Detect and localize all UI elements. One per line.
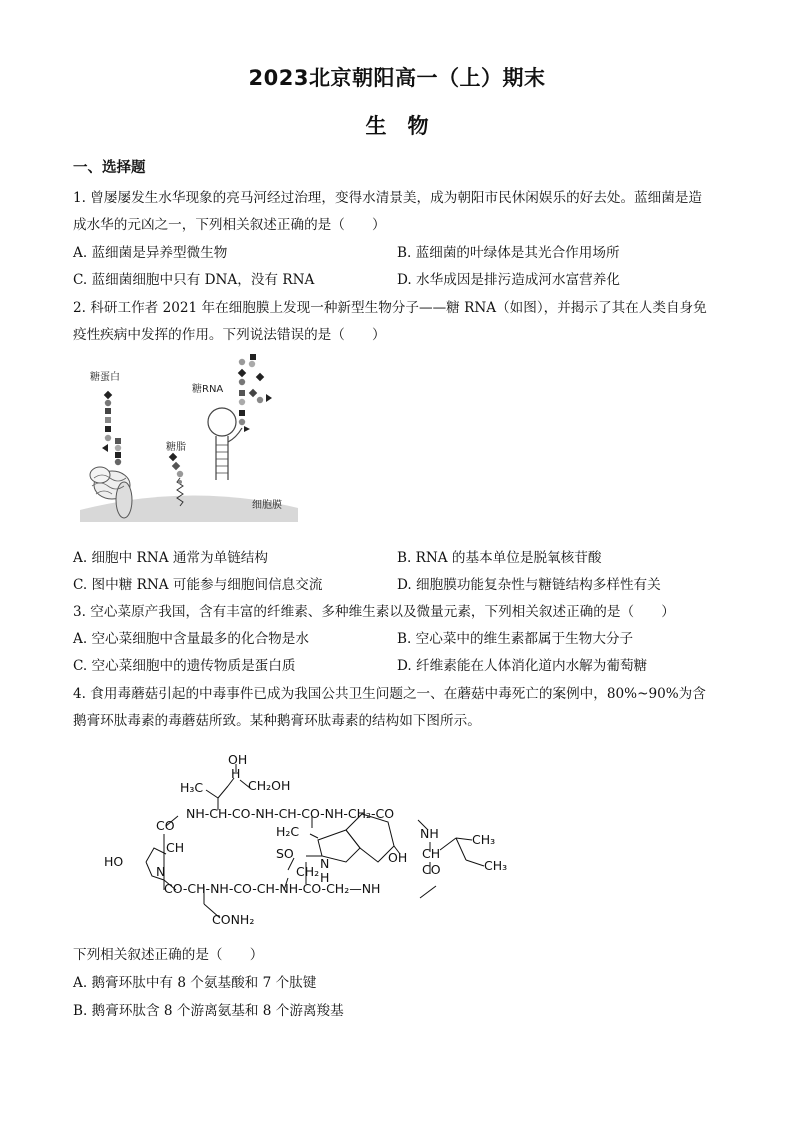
q2-stem-line2: 疫性疾病中发挥的作用。下列说法错误的是（ ） <box>73 327 386 343</box>
q1-stem-line1: 1. 曾屡屡发生水华现象的亮马河经过治理，变得水清景美，成为朝阳市民休闲娱乐的好去处。蓝细菌是造 <box>73 190 703 206</box>
q4-option-b: B. 鹅膏环肽含 8 个游离氨基和 8 个游离羧基 <box>73 1003 344 1019</box>
q4-stem-line1: 4. 食用毒蘑菇引起的中毒事件已成为我国公共卫生问题之一、在蘑菇中毒死亡的案例中，80%~90%为含 <box>73 686 706 702</box>
q1-option-a: A. 蓝细菌是异养型微生物 <box>73 245 228 261</box>
label-h-indole: H <box>320 870 330 885</box>
q3-option-d: D. 纤维素能在人体消化道内水解为葡萄糖 <box>397 658 648 674</box>
label-nh-right: NH <box>420 826 439 841</box>
chain-top-row: NH-CH-CO-NH-CH-CO-NH-CH₂-CO <box>186 806 395 821</box>
label-ch3-b: CH₃ <box>484 858 508 873</box>
label-ch3-a: CH₃ <box>472 832 496 847</box>
glycoprotein-chain <box>102 391 121 465</box>
q3-option-a: A. 空心菜细胞中含量最多的化合物是水 <box>73 631 309 647</box>
label-ho-left: HO <box>104 854 124 869</box>
q3-stem-line1: 3. 空心菜原产我国，含有丰富的纤维素、多种维生素以及微量元素，下列相关叙述正确的是（ ） <box>73 604 675 620</box>
label-oh-indole: OH <box>388 850 408 865</box>
label-h2c: H₂C <box>276 824 300 839</box>
label-co-left: CO <box>156 818 175 833</box>
q2-option-d: D. 细胞膜功能复杂性与糖链结构多样性有关 <box>397 577 661 593</box>
label-ch-ring: CH <box>166 840 185 855</box>
label-n-indole: N <box>320 856 330 871</box>
label-co-right: CO <box>422 862 441 877</box>
q1-option-d: D. 水华成因是排污造成河水富营养化 <box>397 272 620 288</box>
exam-title: 2023北京朝阳高一（上）期末 <box>248 66 546 90</box>
label-ch2oh: CH₂OH <box>248 778 291 793</box>
label-so: SO <box>276 846 294 861</box>
q3-option-b: B. 空心菜中的维生素都属于生物大分子 <box>397 631 634 647</box>
label-h: H <box>231 766 241 781</box>
q3-option-c: C. 空心菜细胞中的遗传物质是蛋白质 <box>73 658 296 674</box>
glycorna-structure <box>208 408 242 480</box>
q4-question: 下列相关叙述正确的是（ ） <box>73 947 264 963</box>
q4-option-a: A. 鹅膏环肽中有 8 个氨基酸和 7 个肽键 <box>73 975 317 991</box>
q2-option-c: C. 图中糖 RNA 可能参与细胞间信息交流 <box>73 577 323 593</box>
label-ch2-s: CH₂ <box>296 864 320 879</box>
label-glycoprotein: 糖蛋白 <box>90 372 120 383</box>
q1-option-c: C. 蓝细菌细胞中只有 DNA，没有 RNA <box>73 272 315 288</box>
label-glycolipid: 糖脂 <box>166 442 186 453</box>
label-h3c: H₃C <box>180 780 204 795</box>
label-ch-right: CH <box>422 846 441 861</box>
q1-stem-line2: 成水华的元凶之一，下列相关叙述正确的是（ ） <box>73 217 386 233</box>
subject-title: 生 物 <box>365 114 429 138</box>
glycorna-chain <box>238 354 272 432</box>
q4-stem-line2: 鹅膏环肽毒素的毒蘑菇所致。某种鹅膏环肽毒素的结构如下图所示。 <box>73 713 481 729</box>
label-cell-membrane: 细胞膜 <box>252 500 282 511</box>
label-oh-top: OH <box>228 752 248 767</box>
section-heading: 一、选择题 <box>73 160 146 176</box>
chain-bottom-row: CO-CH-NH-CO-CH-NH-CO-CH₂—NH <box>164 881 381 896</box>
label-glycorna: 糖RNA <box>192 384 224 395</box>
q2-option-a: A. 细胞中 RNA 通常为单链结构 <box>73 550 268 566</box>
q2-stem-line1: 2. 科研工作者 2021 年在细胞膜上发现一种新型生物分子——糖 RNA（如图），并揭示了其在人类自身免 <box>73 300 707 316</box>
amanitin-structure <box>100 750 520 935</box>
label-n-ring: N <box>156 864 166 879</box>
label-conh2: CONH₂ <box>212 912 255 927</box>
glyco-rna-figure <box>80 350 300 530</box>
q1-option-b: B. 蓝细菌的叶绿体是其光合作用场所 <box>397 245 620 261</box>
q2-option-b: B. RNA 的基本单位是脱氧核苷酸 <box>397 550 602 566</box>
